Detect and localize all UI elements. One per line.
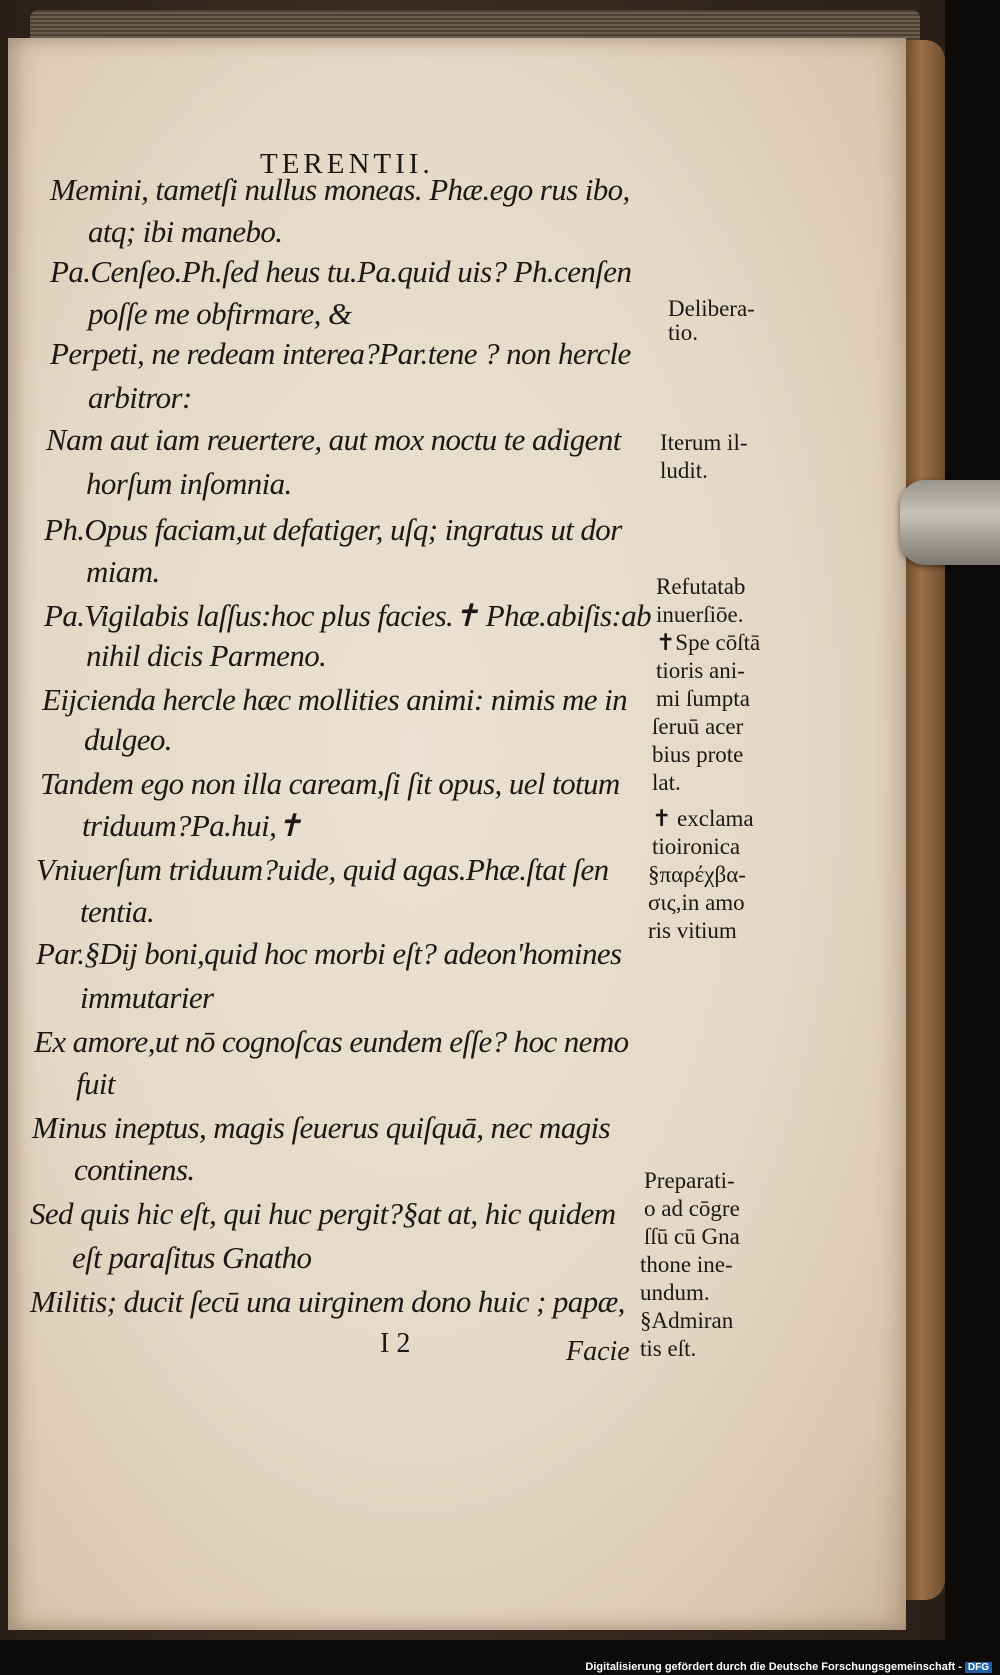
text-line: Vniuerſum triduum?uide, quid agas.Phæ.ſtat ſen <box>36 852 609 887</box>
text-line: tentia. <box>80 894 155 929</box>
text-line: horſum inſomnia. <box>86 466 292 501</box>
margin-note: §παρέχβα- <box>648 862 746 887</box>
margin-note: mi ſumpta <box>656 686 750 711</box>
margin-note: Delibera- <box>668 296 755 321</box>
catchword: Facie <box>566 1336 630 1367</box>
text-line: Pa.Vigilabis laſſus:hoc plus facies.✝ Phæ.abiſis:ab <box>44 598 652 633</box>
margin-note: ✝Spe cōſtā <box>656 630 761 655</box>
text-line: Minus ineptus, magis ſeuerus quiſquā, nec magis <box>32 1110 610 1145</box>
margin-note: bius prote <box>652 742 744 767</box>
margin-note: tioironica <box>652 834 741 859</box>
text-line: Sed quis hic eſt, qui huc pergit?§at at, hic quidem <box>30 1196 616 1231</box>
text-line: Memini, tametſi nullus moneas. Phæ.ego rus ibo, <box>50 172 630 207</box>
margin-note: tis eſt. <box>640 1336 697 1361</box>
text-line: nihil dicis Parmeno. <box>86 638 327 673</box>
signature-mark: I 2 <box>380 1328 411 1359</box>
margin-note: inuerſiōe. <box>656 602 744 627</box>
margin-note: Iterum il- <box>660 430 748 455</box>
text-line: Eijcienda hercle hæc mollities animi: nimis me in <box>42 682 628 717</box>
text-line: eſt paraſitus Gnatho <box>72 1240 312 1275</box>
text-line: immutarier <box>80 980 214 1015</box>
text-line: triduum?Pa.hui,✝ <box>82 808 302 843</box>
text-line: poſſe me obfirmare, & <box>88 296 352 331</box>
text-line: continens. <box>74 1152 195 1187</box>
text-line: Ph.Opus faciam,ut defatiger, uſq; ingratus ut dor <box>44 512 622 547</box>
margin-note: ludit. <box>660 458 708 483</box>
margin-note: undum. <box>640 1280 710 1305</box>
margin-note: ris vitium <box>648 918 737 943</box>
footer-credit-text: Digitalisierung gefördert durch die Deutsche Forschungsgemeinschaft - <box>585 1661 962 1673</box>
margin-note: lat. <box>652 770 681 795</box>
margin-note: ſſū cū Gna <box>644 1224 740 1249</box>
text-line: arbitror: <box>88 380 192 415</box>
text-line: dulgeo. <box>84 722 172 757</box>
text-line: Perpeti, ne redeam interea?Par.tene ? non hercle <box>50 336 631 371</box>
footer-credit <box>585 1661 992 1673</box>
text-line: fuit <box>76 1066 115 1101</box>
text-line: Pa.Cenſeo.Ph.ſed heus tu.Pa.quid uis? Ph.cenſen <box>50 254 632 289</box>
margin-note: tio. <box>668 320 699 345</box>
text-line: Ex amore,ut nō cognoſcas eundem eſſe? hoc nemo <box>34 1024 629 1059</box>
page-edges-right <box>905 40 945 1600</box>
margin-note: §Admiran <box>640 1308 734 1333</box>
margin-note: thone ine- <box>640 1252 733 1277</box>
margin-note: ſeruū acer <box>652 714 744 739</box>
margin-note: ✝ exclama <box>652 806 754 831</box>
text-line: atq; ibi manebo. <box>88 214 283 249</box>
text-line: Nam aut iam reuertere, aut mox noctu te adigent <box>46 422 621 457</box>
dfg-logo: DFG <box>965 1662 992 1673</box>
page-edges-top <box>30 10 920 40</box>
running-head: TERENTII. <box>260 148 434 180</box>
text-line: Militis; ducit ſecū una uirginem dono huic ; papæ, <box>30 1284 625 1319</box>
margin-note: o ad cōgre <box>644 1196 740 1221</box>
book-clasp <box>900 480 1000 565</box>
text-line: Tandem ego non illa caream,ſi ſit opus, uel totum <box>40 766 620 801</box>
margin-note: tioris ani- <box>656 658 745 683</box>
text-line: miam. <box>86 554 160 589</box>
margin-note: Preparati- <box>644 1168 735 1193</box>
margin-note: σις,in amo <box>648 890 745 915</box>
margin-note: Refutatab <box>656 574 746 599</box>
text-line: Par.§Dij boni,quid hoc morbi eſt? adeon'homines <box>36 936 622 971</box>
